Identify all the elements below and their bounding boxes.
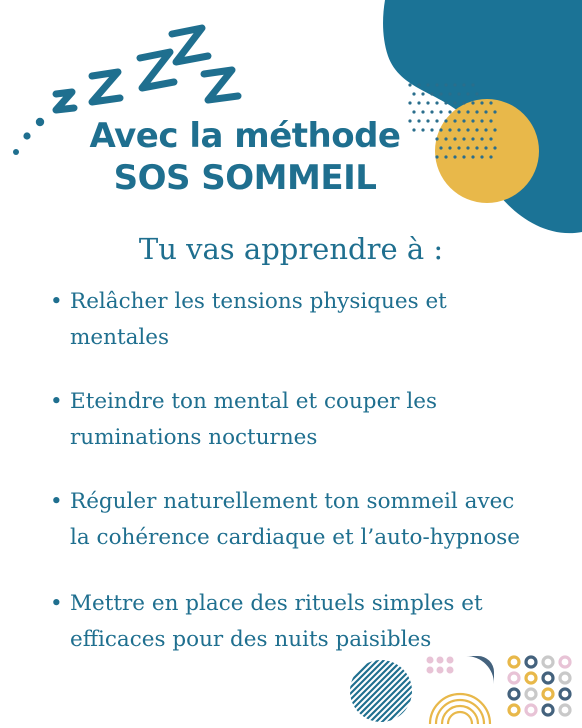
rainbow-arc-decoration <box>424 654 496 724</box>
bullet-list <box>40 284 540 686</box>
list-item: • Réguler naturellement ton sommeil avec la cohérence cardiaque et l’auto-hypnose <box>40 484 540 556</box>
subtitle: Tu vas apprendre à : <box>138 232 444 266</box>
list-item: • Relâcher les tensions physiques et mentales <box>40 284 540 356</box>
title-line-2: SOS SOMMEIL <box>113 158 377 198</box>
striped-circle-decoration <box>348 658 414 724</box>
title-line-1: Avec la méthode <box>89 116 401 156</box>
dot-grid-decoration <box>506 654 576 724</box>
list-item: • Mettre en place des rituels simples et efficaces pour des nuits paisibles <box>40 586 540 658</box>
list-item: • Eteindre ton mental et couper les ruminations nocturnes <box>40 384 540 456</box>
